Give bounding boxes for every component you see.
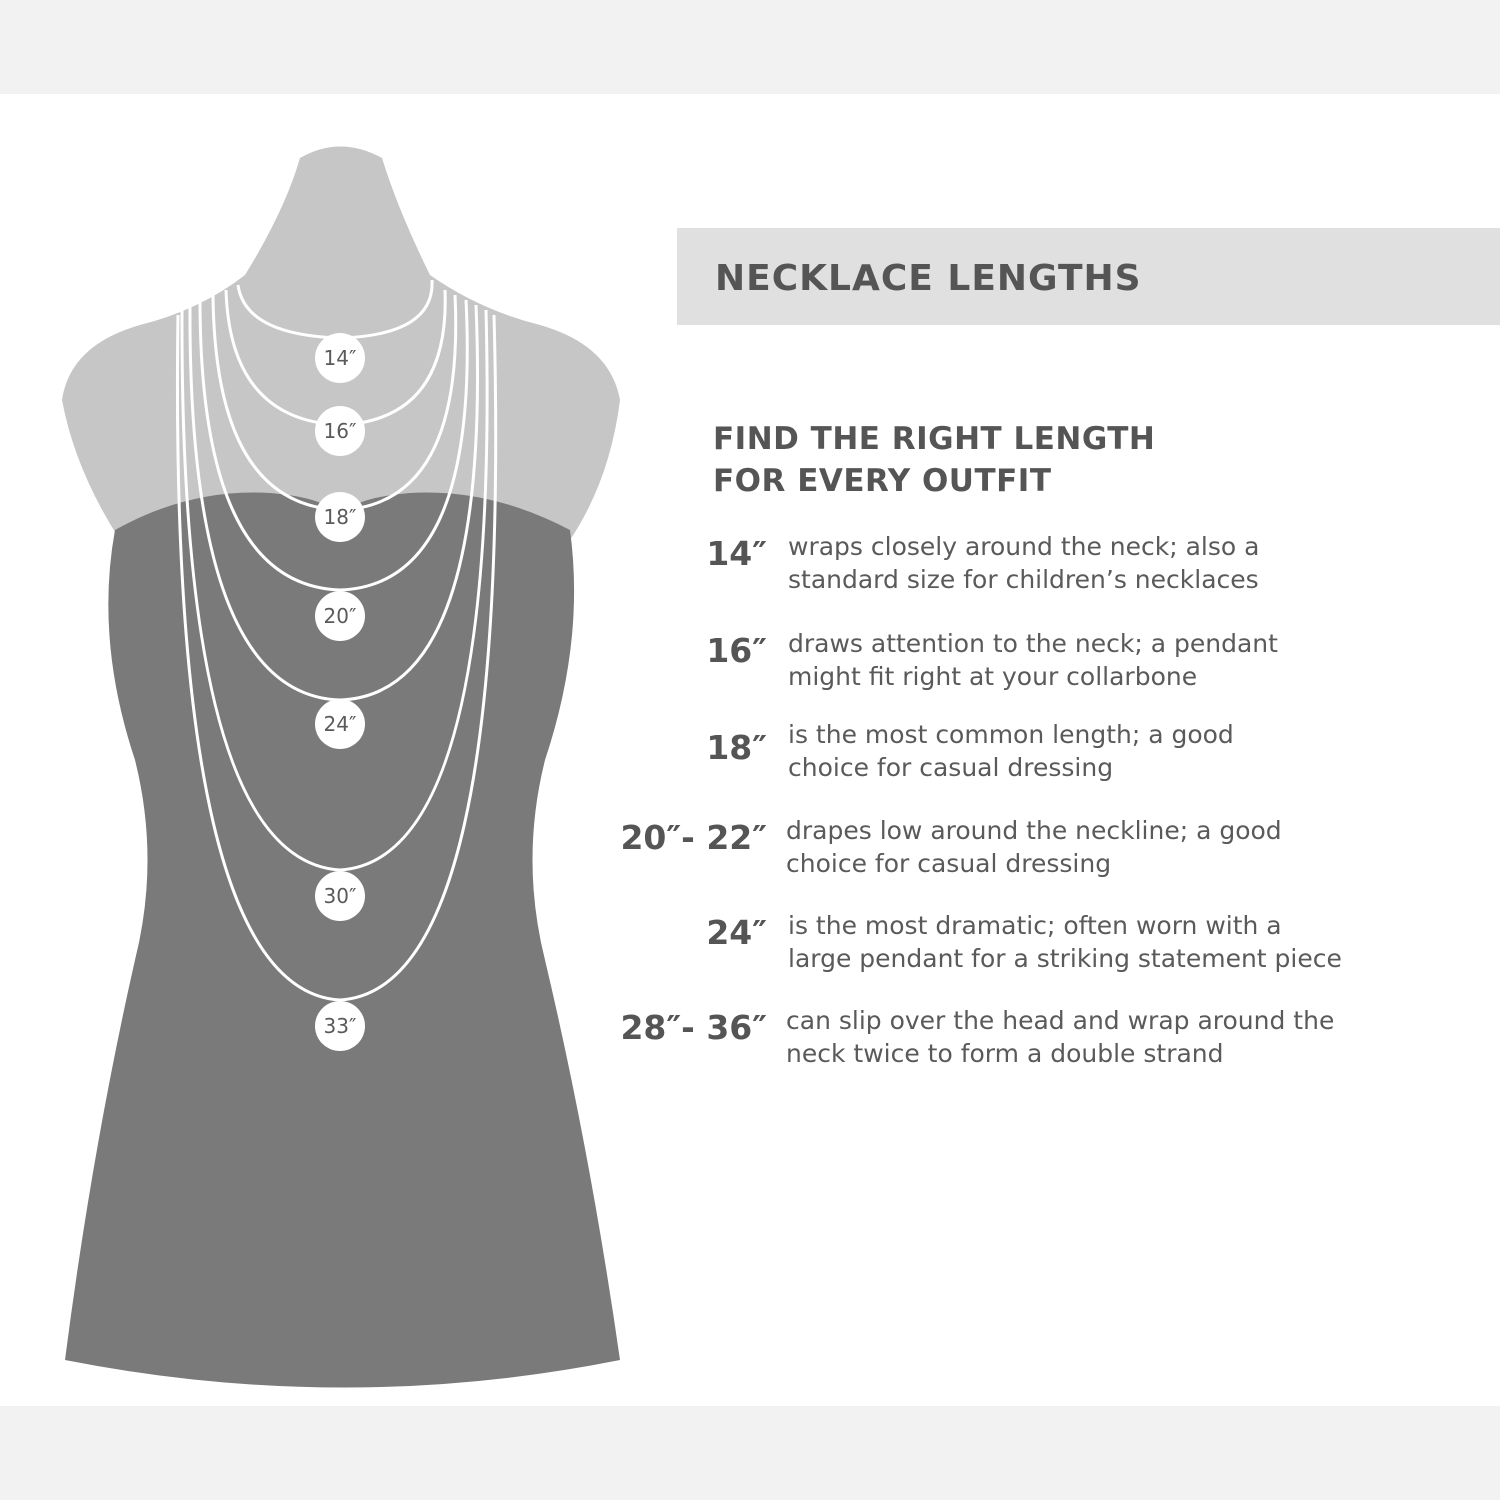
- length-label: 14″: [706, 534, 767, 573]
- length-badge-label: 24″: [323, 712, 357, 736]
- length-description: [788, 718, 1428, 784]
- description-line-2: choice for casual dressing: [788, 753, 1114, 782]
- length-label: 18″: [706, 728, 767, 767]
- length-badge-label: 14″: [323, 346, 357, 370]
- length-row-14: [0, 530, 1500, 600]
- length-badge-label: 30″: [323, 884, 357, 908]
- length-row-18: [0, 718, 1500, 788]
- description-line-1: is the most common length; a good: [788, 720, 1234, 749]
- description-line-1: draws attention to the neck; a pendant: [788, 629, 1278, 658]
- length-description: [788, 909, 1428, 975]
- length-row-20-22: [0, 814, 1500, 884]
- description-line-1: is the most dramatic; often worn with a: [788, 911, 1282, 940]
- length-badge-label: 33″: [323, 1014, 357, 1038]
- length-badge-label: 20″: [323, 604, 357, 628]
- description-line-1: can slip over the head and wrap around the: [786, 1006, 1335, 1035]
- subtitle-line-1: FIND THE RIGHT LENGTH: [713, 421, 1156, 457]
- length-label: 16″: [706, 631, 767, 670]
- length-label: 20″- 22″: [620, 818, 767, 857]
- length-badge: [315, 406, 365, 456]
- length-row-24: [0, 909, 1500, 979]
- page-title: NECKLACE LENGTHS: [715, 258, 1142, 299]
- length-badge-label: 16″: [323, 419, 357, 443]
- description-line-2: choice for casual dressing: [786, 849, 1112, 878]
- length-description: [788, 530, 1428, 596]
- length-label: 24″: [706, 913, 767, 952]
- subtitle-line-2: FOR EVERY OUTFIT: [713, 463, 1052, 499]
- length-description: [786, 1004, 1426, 1070]
- description-line-2: neck twice to form a double strand: [786, 1039, 1224, 1068]
- description-line-1: drapes low around the neckline; a good: [786, 816, 1282, 845]
- length-row-28-36: [0, 1004, 1500, 1074]
- description-line-2: might fit right at your collarbone: [788, 662, 1198, 691]
- description-line-2: standard size for children’s necklaces: [788, 565, 1259, 594]
- length-row-16: [0, 627, 1500, 697]
- length-description: [786, 814, 1426, 880]
- subtitle: [713, 418, 1155, 502]
- description-line-2: large pendant for a striking statement piece: [788, 944, 1342, 973]
- length-badge-label: 18″: [323, 505, 357, 529]
- description-line-1: wraps closely around the neck; also a: [788, 532, 1260, 561]
- length-badge: [315, 333, 365, 383]
- length-label: 28″- 36″: [620, 1008, 767, 1047]
- length-description: [788, 627, 1428, 693]
